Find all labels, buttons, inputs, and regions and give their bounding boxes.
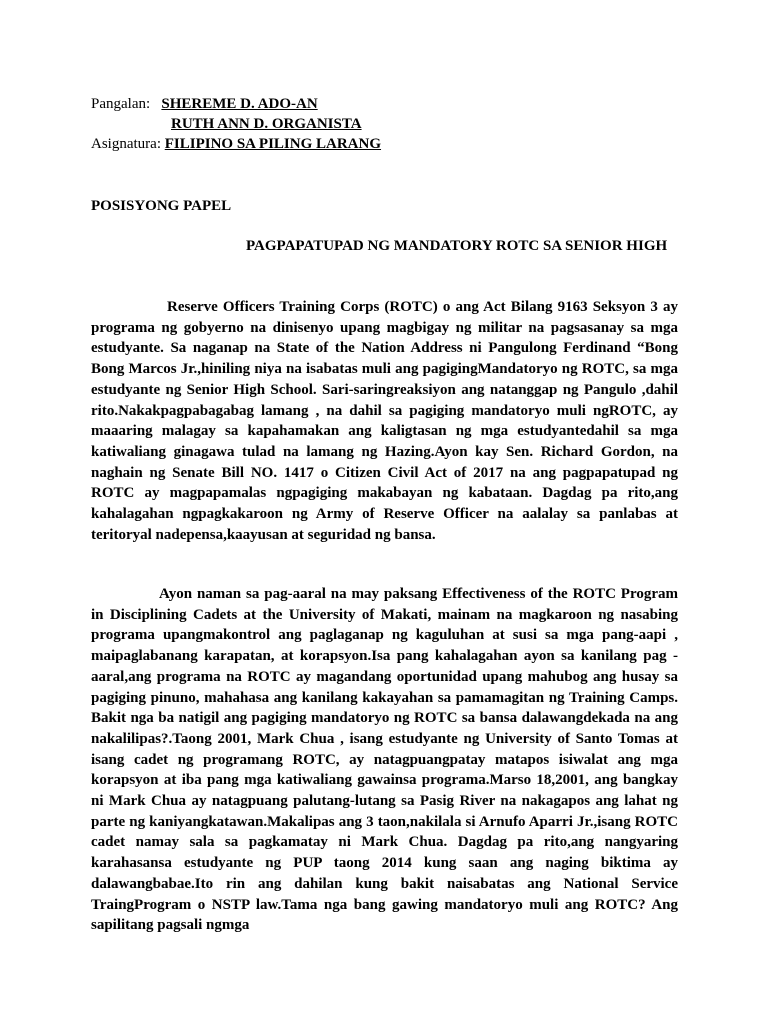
author-name-2: RUTH ANN D. ORGANISTA bbox=[171, 116, 362, 132]
subject-value: FILIPINO SA PILING LARANG bbox=[164, 136, 382, 152]
name-row-2 bbox=[171, 114, 362, 134]
body-paragraph-2: Ayon naman sa pag-aaral na may paksang Effectiveness of the ROTC Program in Disciplining Cadets at the University of Makati, mainam na magkaroon ng nasabing programa upangmakontrol ang paglaganap ng kaguluhan at susi sa mga pang-aapi , maipaglabanang karapatan, at korapsyon.Isa pang kahalagahan ayon sa kanilang pag -aaral,ang programa na ROTC ay magandang oportunidad upang mahubog ang husay sa pagiging pinuno, mahahasa ang kanilang kakayahan sa pamamagitan ng Training Camps. Bakit nga ba natigil ang pagiging mandatoryo ng ROTC sa bansa dalawangdekada na ang nakalilipas?.Taong 2001, Mark Chua , isang estudyante ng University of Santo Tomas at isang cadet ng programang ROTC, ay natagpuangpatay matapos isiwalat ang mga korapsyon at iba pang mga katiwaliang gawainsa programa.Marso 18,2001, ang bangkay ni Mark Chua ay natagpuang palutang-lutang sa Pasig River na nakagapos ang lahat ng parte ng kaniyangkatawan.Makalipas ang 3 taon,nakilala si Arnufo Aparri Jr.,isang ROTC cadet namay sala sa pagkamatay ni Mark Chua. Dagdag pa rito,ang nangyaring karahasansa estudyante ng PUP taong 2014 kung saan ang naging biktima ay dalawangbabae.Ito rin ang dahilan kung bakit naisabatas ang National Service TraingProgram o NSTP law.Tama nga bang gawing mandatoryo muli ang ROTC? Ang sapilitang pagsali ngmga bbox=[91, 586, 678, 934]
name-label: Pangalan: bbox=[91, 96, 151, 112]
subject-label: Asignatura: bbox=[91, 136, 161, 152]
name-row bbox=[91, 94, 487, 114]
document-type: POSISYONG PAPEL bbox=[91, 198, 232, 214]
author-name-1: SHEREME D. ADO-AN bbox=[161, 96, 318, 112]
subject-row bbox=[91, 134, 381, 154]
body-paragraph-1: Reserve Officers Training Corps (ROTC) o ang Act Bilang 9163 Seksyon 3 ay programa ng gobyerno na dinisenyo upang magbigay ng militar na pagsasanay sa mga estudyante. Sa naganap na State of the Nation Address ni Pangulong Ferdinand “Bong Bong Marcos Jr.,hiniling niya na isabatas muli ang pagigingMandatoryo ng ROTC, sa mga estudyante ng Senior High School. Sari-saringreaksiyon ang natanggap ng Pangulo ,dahil rito.Nakakpagpabagabag lamang , na dahil sa pagiging mandatoryo muli ngROTC, ay maaaring malagay sa kapahamakan ang kaligtasan ng mga estudyantedahil sa mga katiwaliang ginagawa tulad na lamang ng Hazing.Ayon kay Sen. Richard Gordon, na naghain ng Senate Bill NO. 1417 o Citizen Civil Act of 2017 na ang pagpapatupad ng ROTC ay magpapamalas ngpagiging makabayan ng kabataan. Dagdag pa rito,ang kahalagahan ngpagkakaroon ng Army of Reserve Officer na aalalay sa panlabas at teritoryal nadepensa,kaayusan at seguridad ng bansa. bbox=[91, 299, 678, 543]
document-title: PAGPAPATUPAD NG MANDATORY ROTC SA SENIOR HIGH bbox=[246, 238, 668, 254]
